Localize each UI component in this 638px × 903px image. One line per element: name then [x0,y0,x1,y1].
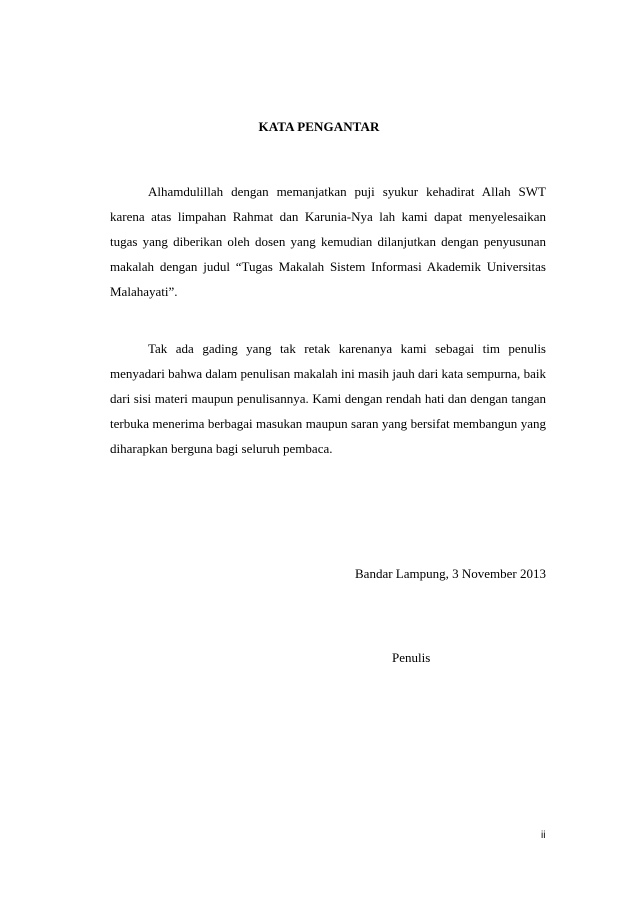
paragraph-2: Tak ada gading yang tak retak karenanya kami sebagai tim penulis menyadari bahwa dalam penulisan makalah ini masih jauh dari kata sempurna, baik dari sisi materi maupun penulisannya. Kami dengan rendah hati dan dengan tangan terbuka menerima berbagai masukan maupun saran yang bersifat membangun yang diharapkan berguna bagi seluruh pembaca. [110,341,546,456]
paragraph-1: Alhamdulillah dengan memanjatkan puji syukur kehadirat Allah SWT karena atas limpahan Rahmat dan Karunia-Nya lah kami dapat menyelesaikan tugas yang diberikan oleh dosen yang kemudian dilanjutkan dengan penyusunan makalah dengan judul “Tugas Makalah Sistem Informasi Akademik Universitas Malahayati”. [110,184,546,299]
page-number: ii [541,830,546,841]
author-signature: Penulis [392,650,431,665]
page-title: KATA PENGANTAR [258,119,380,134]
place-date: Bandar Lampung, 3 November 2013 [355,566,546,581]
